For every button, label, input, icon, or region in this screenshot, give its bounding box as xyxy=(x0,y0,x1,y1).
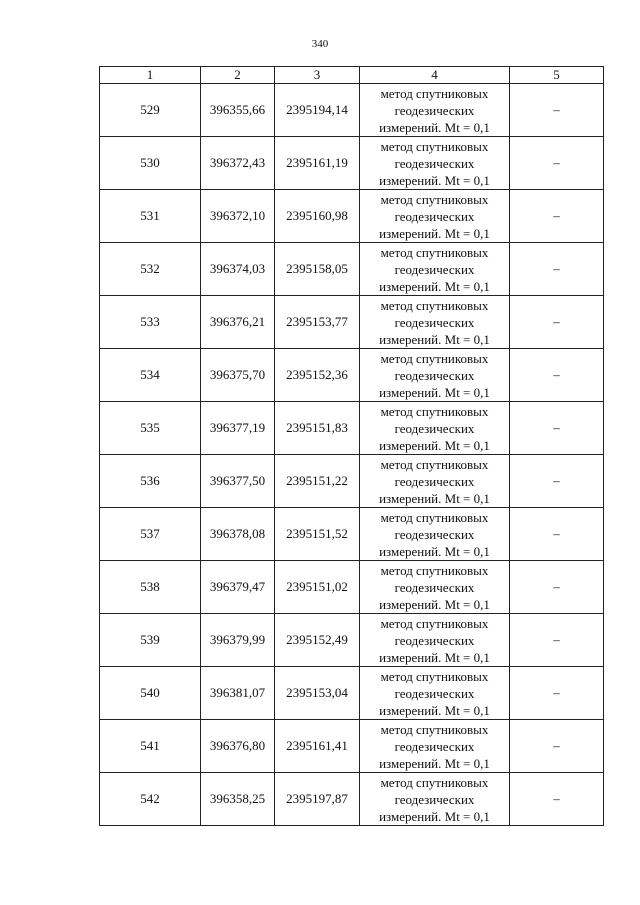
column-header: 2 xyxy=(201,67,275,84)
y-coordinate-cell: 2395151,22 xyxy=(275,455,360,508)
note-cell: – xyxy=(510,190,604,243)
method-line: геодезических xyxy=(394,102,475,118)
method-cell xyxy=(360,296,510,349)
note-cell: – xyxy=(510,561,604,614)
point-number-cell: 538 xyxy=(100,561,201,614)
method-line: геодезических xyxy=(394,632,475,648)
page-number: 340 xyxy=(311,38,329,50)
y-coordinate-cell: 2395151,02 xyxy=(275,561,360,614)
method-cell xyxy=(360,508,510,561)
method-line: геодезических xyxy=(394,155,475,171)
table-row xyxy=(100,137,604,190)
y-coordinate-cell: 2395161,41 xyxy=(275,720,360,773)
method-line: метод спутниковых xyxy=(380,615,489,631)
x-coordinate-cell: 396377,19 xyxy=(201,402,275,455)
table-row xyxy=(100,190,604,243)
note-cell: – xyxy=(510,137,604,190)
table-row xyxy=(100,455,604,508)
table-body xyxy=(100,84,604,826)
method-cell xyxy=(360,349,510,402)
method-cell xyxy=(360,402,510,455)
method-line: метод спутниковых xyxy=(380,562,489,578)
method-line: геодезических xyxy=(394,420,475,436)
method-cell xyxy=(360,84,510,137)
column-header: 3 xyxy=(275,67,360,84)
method-line: метод спутниковых xyxy=(380,244,489,260)
method-line: измерений. Mt = 0,1 xyxy=(379,384,490,400)
y-coordinate-cell: 2395160,98 xyxy=(275,190,360,243)
method-line: метод спутниковых xyxy=(380,350,489,366)
method-cell xyxy=(360,455,510,508)
method-line: геодезических xyxy=(394,685,475,701)
method-line: геодезических xyxy=(394,314,475,330)
note-cell: – xyxy=(510,455,604,508)
method-line: измерений. Mt = 0,1 xyxy=(379,278,490,294)
point-number-cell: 531 xyxy=(100,190,201,243)
table-row xyxy=(100,614,604,667)
y-coordinate-cell: 2395152,36 xyxy=(275,349,360,402)
x-coordinate-cell: 396355,66 xyxy=(201,84,275,137)
table-row xyxy=(100,349,604,402)
y-coordinate-cell: 2395153,04 xyxy=(275,667,360,720)
method-line: геодезических xyxy=(394,526,475,542)
note-cell: – xyxy=(510,614,604,667)
y-coordinate-cell: 2395151,83 xyxy=(275,402,360,455)
point-number-cell: 533 xyxy=(100,296,201,349)
note-cell: – xyxy=(510,243,604,296)
x-coordinate-cell: 396381,07 xyxy=(201,667,275,720)
point-number-cell: 539 xyxy=(100,614,201,667)
method-cell xyxy=(360,614,510,667)
method-line: геодезических xyxy=(394,791,475,807)
x-coordinate-cell: 396376,80 xyxy=(201,720,275,773)
point-number-cell: 540 xyxy=(100,667,201,720)
table-row xyxy=(100,508,604,561)
method-line: метод спутниковых xyxy=(380,85,489,101)
method-line: измерений. Mt = 0,1 xyxy=(379,490,490,506)
method-line: измерений. Mt = 0,1 xyxy=(379,119,490,135)
table-row xyxy=(100,296,604,349)
point-number-cell: 542 xyxy=(100,773,201,826)
point-number-cell: 529 xyxy=(100,84,201,137)
note-cell: – xyxy=(510,667,604,720)
method-line: геодезических xyxy=(394,473,475,489)
method-line: метод спутниковых xyxy=(380,191,489,207)
method-line: метод спутниковых xyxy=(380,774,489,790)
method-cell xyxy=(360,243,510,296)
note-cell: – xyxy=(510,402,604,455)
method-line: геодезических xyxy=(394,208,475,224)
method-line: измерений. Mt = 0,1 xyxy=(379,172,490,188)
method-line: метод спутниковых xyxy=(380,509,489,525)
x-coordinate-cell: 396377,50 xyxy=(201,455,275,508)
point-number-cell: 534 xyxy=(100,349,201,402)
method-line: метод спутниковых xyxy=(380,297,489,313)
x-coordinate-cell: 396372,10 xyxy=(201,190,275,243)
x-coordinate-cell: 396379,47 xyxy=(201,561,275,614)
column-header: 5 xyxy=(510,67,604,84)
method-cell xyxy=(360,561,510,614)
table-row xyxy=(100,720,604,773)
note-cell: – xyxy=(510,349,604,402)
table-row xyxy=(100,243,604,296)
method-line: измерений. Mt = 0,1 xyxy=(379,596,490,612)
column-header: 4 xyxy=(360,67,510,84)
method-line: измерений. Mt = 0,1 xyxy=(379,755,490,771)
x-coordinate-cell: 396358,25 xyxy=(201,773,275,826)
table-row xyxy=(100,773,604,826)
y-coordinate-cell: 2395161,19 xyxy=(275,137,360,190)
method-line: метод спутниковых xyxy=(380,668,489,684)
method-line: измерений. Mt = 0,1 xyxy=(379,543,490,559)
point-number-cell: 541 xyxy=(100,720,201,773)
method-line: измерений. Mt = 0,1 xyxy=(379,225,490,241)
method-cell xyxy=(360,667,510,720)
x-coordinate-cell: 396372,43 xyxy=(201,137,275,190)
method-line: геодезических xyxy=(394,579,475,595)
point-number-cell: 535 xyxy=(100,402,201,455)
method-cell xyxy=(360,137,510,190)
point-number-cell: 530 xyxy=(100,137,201,190)
y-coordinate-cell: 2395197,87 xyxy=(275,773,360,826)
method-line: измерений. Mt = 0,1 xyxy=(379,437,490,453)
y-coordinate-cell: 2395158,05 xyxy=(275,243,360,296)
method-line: геодезических xyxy=(394,367,475,383)
y-coordinate-cell: 2395151,52 xyxy=(275,508,360,561)
x-coordinate-cell: 396379,99 xyxy=(201,614,275,667)
point-number-cell: 532 xyxy=(100,243,201,296)
note-cell: – xyxy=(510,84,604,137)
table-row xyxy=(100,402,604,455)
x-coordinate-cell: 396374,03 xyxy=(201,243,275,296)
method-line: метод спутниковых xyxy=(380,456,489,472)
y-coordinate-cell: 2395153,77 xyxy=(275,296,360,349)
method-line: метод спутниковых xyxy=(380,403,489,419)
method-cell xyxy=(360,190,510,243)
y-coordinate-cell: 2395194,14 xyxy=(275,84,360,137)
method-line: измерений. Mt = 0,1 xyxy=(379,649,490,665)
coordinates-table xyxy=(99,66,604,826)
note-cell: – xyxy=(510,296,604,349)
table-row xyxy=(100,561,604,614)
table-row xyxy=(100,667,604,720)
method-line: измерений. Mt = 0,1 xyxy=(379,702,490,718)
method-line: геодезических xyxy=(394,738,475,754)
note-cell: – xyxy=(510,773,604,826)
table-header-row xyxy=(100,67,604,84)
table-row xyxy=(100,84,604,137)
point-number-cell: 537 xyxy=(100,508,201,561)
x-coordinate-cell: 396376,21 xyxy=(201,296,275,349)
note-cell: – xyxy=(510,720,604,773)
x-coordinate-cell: 396375,70 xyxy=(201,349,275,402)
method-line: метод спутниковых xyxy=(380,138,489,154)
y-coordinate-cell: 2395152,49 xyxy=(275,614,360,667)
note-cell: – xyxy=(510,508,604,561)
method-line: измерений. Mt = 0,1 xyxy=(379,808,490,824)
column-header: 1 xyxy=(100,67,201,84)
method-line: метод спутниковых xyxy=(380,721,489,737)
point-number-cell: 536 xyxy=(100,455,201,508)
x-coordinate-cell: 396378,08 xyxy=(201,508,275,561)
method-cell xyxy=(360,773,510,826)
method-line: измерений. Mt = 0,1 xyxy=(379,331,490,347)
method-line: геодезических xyxy=(394,261,475,277)
method-cell xyxy=(360,720,510,773)
